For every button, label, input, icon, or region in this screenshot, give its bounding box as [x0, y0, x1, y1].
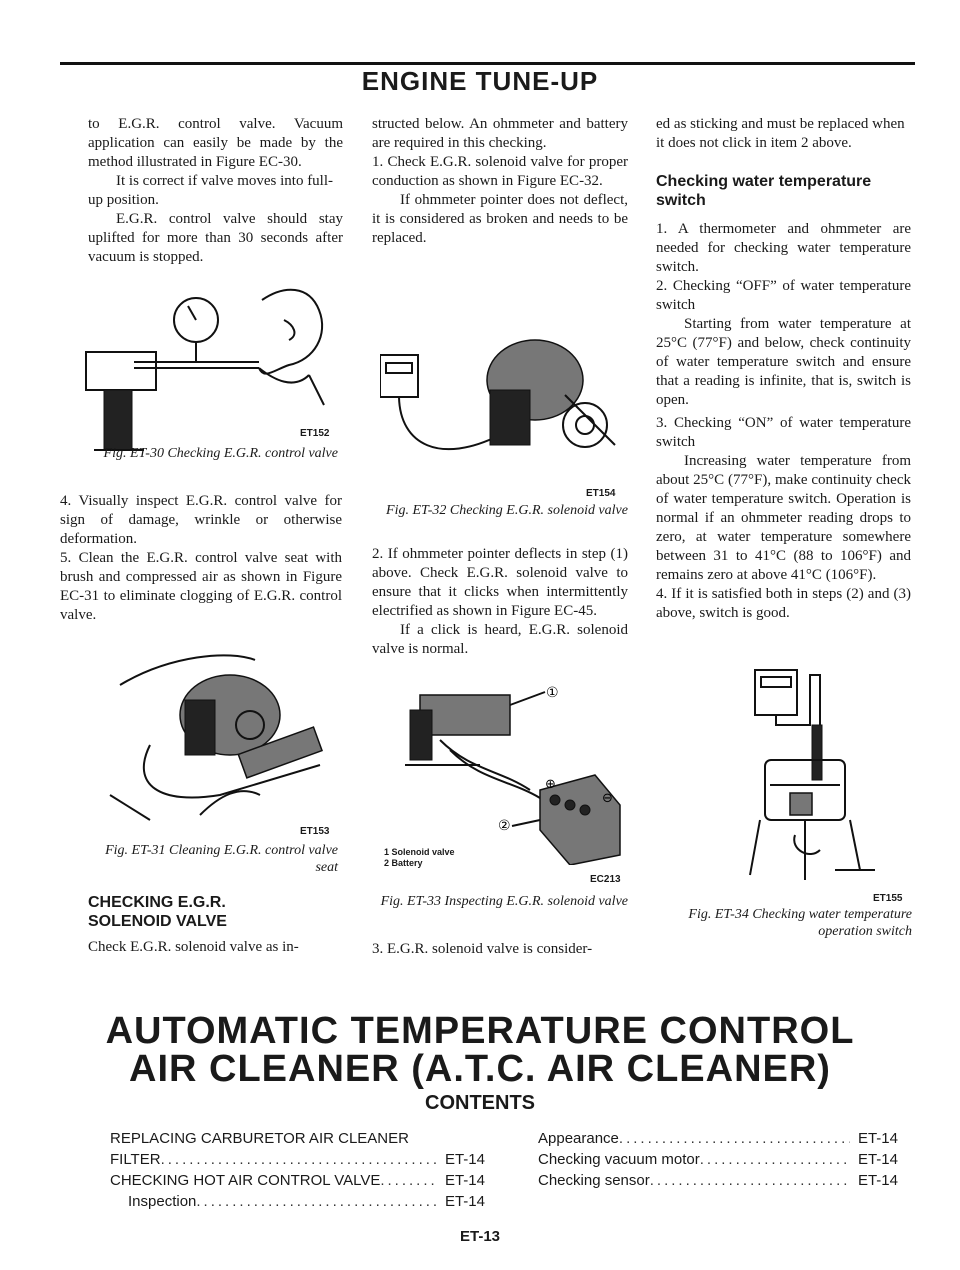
paragraph: Check E.G.R. solenoid valve as in-: [88, 939, 299, 955]
contents-right-column: [538, 1128, 898, 1191]
paragraph: structed below. An ohmmeter and battery are required in this checking.: [372, 116, 628, 151]
figure-et33-illustration: [380, 680, 630, 865]
list-item: 4. Visually inspect E.G.R. control valve for sign of damage, wrinkle or otherwise deformation.: [60, 493, 342, 547]
toc-label: Appearance: [538, 1130, 619, 1147]
page-header-title: ENGINE TUNE-UP: [361, 66, 599, 96]
toc-entry: [538, 1149, 898, 1170]
paragraph: E.G.R. control valve should stay uplifted for more than 30 seconds after vacuum is stopped.: [88, 211, 343, 265]
figure-code: ET153: [300, 826, 330, 837]
toc-label: FILTER: [110, 1151, 161, 1168]
leader-dots: [650, 1170, 850, 1191]
toc-page: ET-14: [444, 1151, 485, 1168]
figure-caption: Fig. ET-33 Inspecting E.G.R. solenoid valve: [380, 894, 628, 909]
toc-page: ET-14: [444, 1172, 485, 1189]
figure-caption: Fig. ET-32 Checking E.G.R. solenoid valve: [386, 503, 628, 518]
figure-et32-illustration: [380, 335, 630, 480]
figure-code: ET154: [586, 488, 616, 499]
legend-item: 1 Solenoid valve: [384, 847, 455, 857]
callout-1: ①: [546, 685, 559, 701]
page-number: ET-13: [459, 1228, 501, 1245]
paragraph: It is correct if valve moves into full-up position.: [88, 173, 334, 208]
list-item: 2. Checking “OFF” of water temperature switch: [656, 278, 911, 313]
figure-et31-illustration: [90, 645, 340, 825]
figure-code: EC213: [590, 874, 621, 885]
paragraph: ed as sticking and must be replaced when it does not click in item 2 above.: [656, 116, 905, 151]
toc-label: CHECKING HOT AIR CONTROL VALVE: [110, 1172, 381, 1189]
contents-left-column: [110, 1128, 485, 1212]
section-heading: CHECKING E.G.R. SOLENOID VALVE: [88, 894, 227, 930]
figure-et34-illustration: [720, 665, 890, 890]
toc-label: Inspection: [128, 1193, 197, 1210]
column-2-steps: [372, 545, 628, 659]
toc-entry: [110, 1191, 485, 1212]
column-1-intro: [88, 115, 343, 267]
toc-entry: [110, 1149, 485, 1170]
column-2-intro: [372, 115, 628, 248]
paragraph: to E.G.R. control valve. Vacuum application can easily be made by the method illustrated in Figure EC-30.: [88, 116, 343, 170]
battery-negative-terminal: ⊖: [602, 791, 613, 806]
leader-dots: [700, 1149, 850, 1170]
figure-code: ET155: [873, 893, 903, 904]
toc-page: ET-14: [857, 1130, 898, 1147]
figure-caption: Fig. ET-31 Cleaning E.G.R. control valve seat: [105, 843, 338, 875]
toc-page: ET-14: [857, 1172, 898, 1189]
toc-entry: [538, 1128, 898, 1149]
paragraph: Increasing water temperature from about 25°C (77°F), make continuity check of water temperature switch. Operation is normal if an ohmmeter reading drops to zero, at water temperature somewhere between 31 to 41°C (88 to 106°F) and remains zero at above 41°C (106°F).: [656, 453, 911, 583]
toc-label: Checking vacuum motor: [538, 1151, 700, 1168]
battery-positive-terminal: ⊕: [545, 777, 556, 792]
list-item: 1. Check E.G.R. solenoid valve for proper conduction as shown in Figure EC-32.: [372, 154, 628, 189]
toc-entry: [538, 1170, 898, 1191]
toc-label: Checking sensor: [538, 1172, 650, 1189]
legend-item: 2 Battery: [384, 858, 423, 868]
section-title-line-2: AIR CLEANER (A.T.C. AIR CLEANER): [129, 1048, 831, 1090]
leader-dots: [380, 1170, 437, 1191]
leader-dots: [619, 1128, 850, 1149]
column-1-steps: [60, 492, 342, 625]
list-item: 4. If it is satisfied both in steps (2) and (3) above, switch is good.: [656, 586, 911, 621]
figure-caption: Fig. ET-30 Checking E.G.R. control valve: [103, 446, 338, 461]
paragraph: If a click is heard, E.G.R. solenoid valve is normal.: [372, 622, 628, 657]
list-item: 2. If ohmmeter pointer deflects in step (1) above. Check E.G.R. solenoid valve to ensure that it clicks when intermittently electrified as shown in Figure EC-45.: [372, 546, 628, 619]
figure-legend: [384, 847, 455, 869]
contents-heading: CONTENTS: [425, 1092, 535, 1114]
list-item: 1. A thermometer and ohmmeter are needed for checking water temperature switch.: [656, 221, 911, 275]
toc-label: REPLACING CARBURETOR AIR CLEANER: [110, 1130, 409, 1147]
column-3-steps: [656, 220, 911, 623]
leader-dots: [161, 1149, 437, 1170]
leader-dots: [196, 1191, 437, 1212]
callout-2: ②: [498, 818, 511, 834]
figure-code: ET152: [300, 428, 330, 439]
figure-caption: Fig. ET-34 Checking water temperature operation switch: [688, 907, 912, 939]
toc-page: ET-14: [857, 1151, 898, 1168]
toc-page: ET-14: [444, 1193, 485, 1210]
section-title-line-1: AUTOMATIC TEMPERATURE CONTROL: [105, 1010, 855, 1052]
paragraph: Starting from water temperature at 25°C (77°F) and below, check continuity of water temperature switch and ensure that a reading is infinite, that is, switch is open.: [656, 316, 911, 408]
toc-entry: [110, 1170, 485, 1191]
paragraph: If ohmmeter pointer does not deflect, it is considered as broken and needs to be replaced.: [372, 192, 628, 246]
toc-entry: [110, 1128, 485, 1149]
list-item: 3. E.G.R. solenoid valve is consider-: [372, 941, 593, 957]
list-item: 3. Checking “ON” of water temperature switch: [656, 415, 911, 450]
list-item: 5. Clean the E.G.R. control valve seat with brush and compressed air as shown in Figure EC-31 to eliminate clogging of E.G.R. control valve.: [60, 550, 342, 623]
section-heading: Checking water temperature switch: [656, 173, 872, 209]
